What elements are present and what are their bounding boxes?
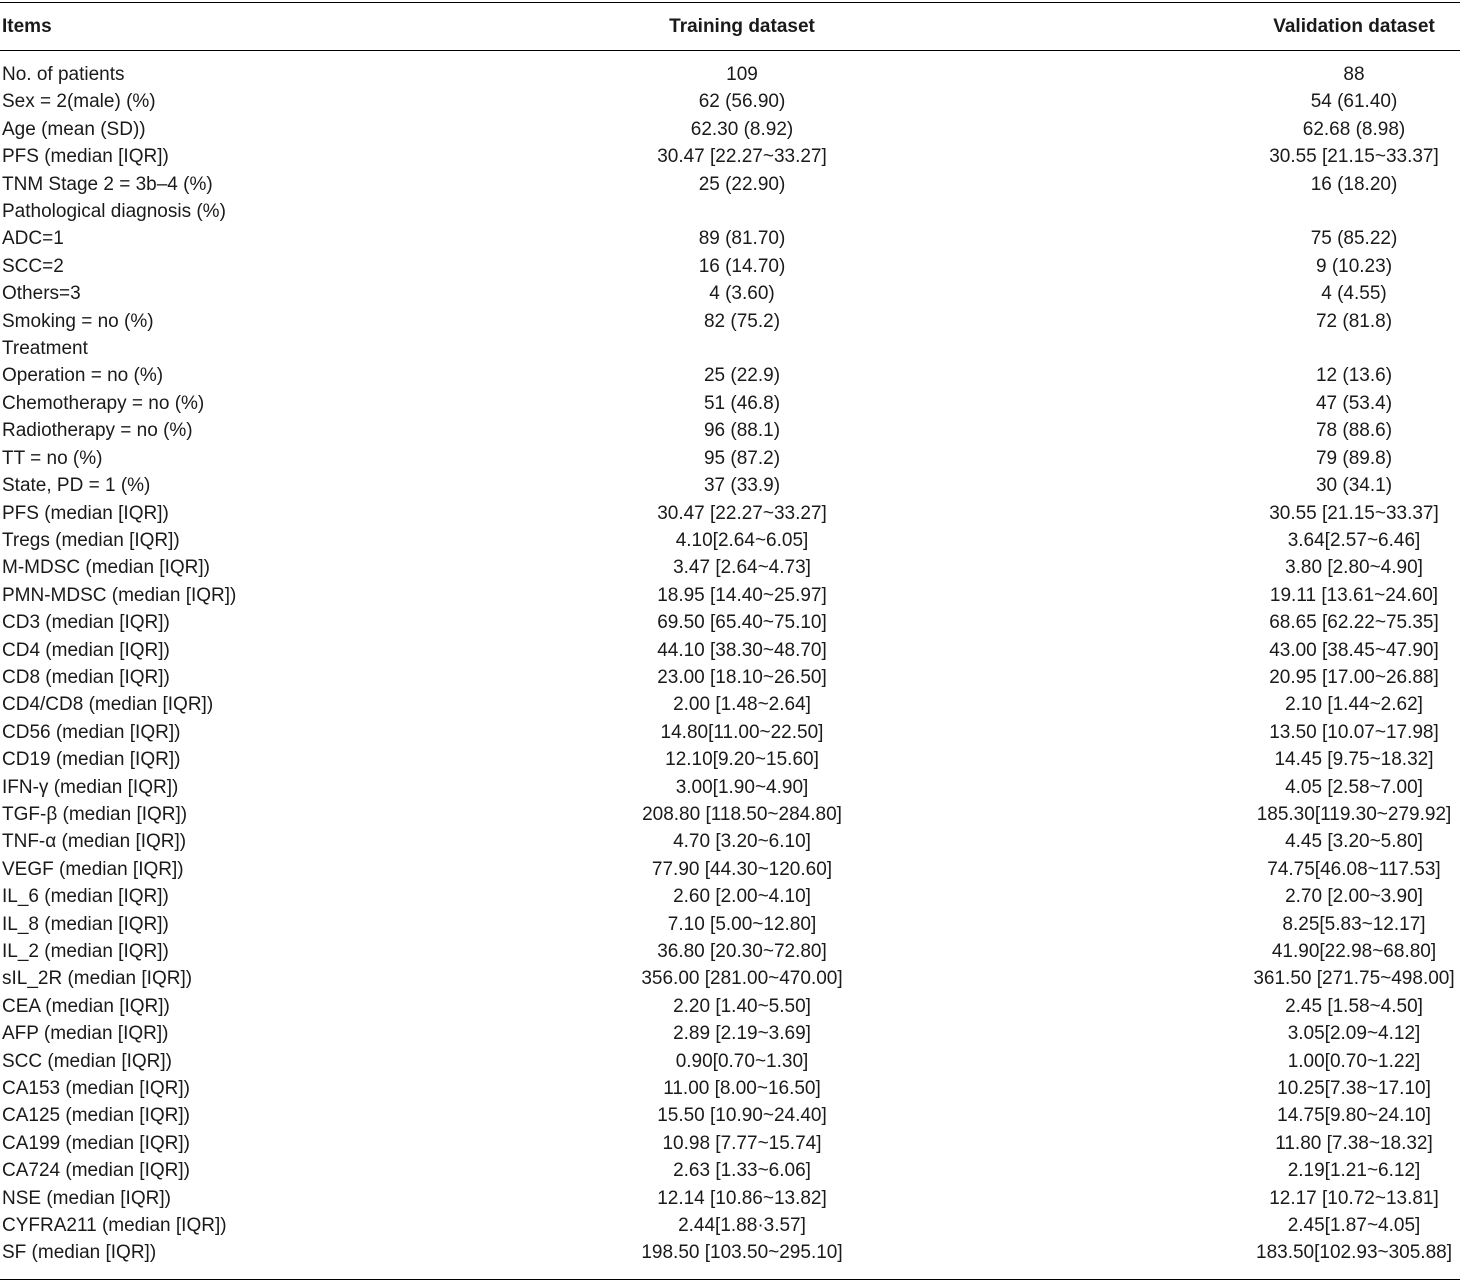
training-value-cell: 25 (22.9) <box>703 365 781 387</box>
table-row <box>0 691 1460 718</box>
row-item-label: Chemotherapy = no (%) <box>2 392 205 414</box>
training-value-cell: 25 (22.90) <box>698 173 786 195</box>
validation-value-cell: 2.45[1.87~4.05] <box>1287 1215 1421 1237</box>
training-value-cell: 3.00[1.90~4.90] <box>675 776 809 798</box>
row-item-label: Smoking = no (%) <box>2 310 154 332</box>
training-value-cell: 198.50 [103.50~295.10] <box>641 1242 843 1264</box>
row-item-label: TT = no (%) <box>2 447 103 469</box>
table-row <box>0 938 1460 965</box>
training-value-cell: 12.10[9.20~15.60] <box>665 749 819 771</box>
row-item-label: AFP (median [IQR]) <box>2 1023 169 1045</box>
validation-value-cell: 4.45 [3.20~5.80] <box>1285 831 1423 853</box>
row-item-label: Others=3 <box>2 283 81 305</box>
header-training-dataset: Training dataset <box>669 16 815 37</box>
table-row <box>0 116 1460 143</box>
row-item-label: IFN-γ (median [IQR]) <box>2 776 179 798</box>
row-item-label: SF (median [IQR]) <box>2 1242 157 1264</box>
training-value-cell: 2.20 [1.40~5.50] <box>673 995 811 1017</box>
row-item-label: IL_2 (median [IQR]) <box>2 941 169 962</box>
header-bottom-rule <box>0 50 1460 51</box>
training-value-cell: 62.30 (8.92) <box>690 118 794 140</box>
row-item-label: CA199 (median [IQR]) <box>2 1132 190 1154</box>
table-top-rule <box>0 2 1460 3</box>
table-row <box>0 828 1460 855</box>
training-value-cell: 96 (88.1) <box>703 420 781 442</box>
validation-value-cell: 12.17 [10.72~13.81] <box>1269 1187 1439 1209</box>
row-item-label: CD3 (median [IQR]) <box>2 612 170 634</box>
table-row <box>0 445 1460 472</box>
validation-value-cell: 62.68 (8.98) <box>1302 118 1406 140</box>
row-item-label: SCC (median [IQR]) <box>2 1050 172 1072</box>
table-row <box>0 664 1460 691</box>
table-row <box>0 253 1460 280</box>
validation-value-cell: 88 <box>1343 64 1365 85</box>
validation-value-cell: 43.00 [38.45~47.90] <box>1269 639 1439 661</box>
row-item-label: NSE (median [IQR]) <box>2 1187 171 1209</box>
validation-value-cell: 361.50 [271.75~498.00] <box>1253 968 1455 990</box>
training-value-cell: 18.95 [14.40~25.97] <box>657 584 827 606</box>
validation-value-cell: 41.90[22.98~68.80] <box>1271 941 1437 962</box>
validation-value-cell: 10.25[7.38~17.10] <box>1277 1078 1431 1100</box>
validation-value-cell: 47 (53.4) <box>1315 392 1393 414</box>
row-item-label: Sex = 2(male) (%) <box>2 91 156 113</box>
row-item-label: CD8 (median [IQR]) <box>2 666 170 688</box>
table-row <box>0 1102 1460 1129</box>
training-value-cell: 30.47 [22.27~33.27] <box>657 502 827 524</box>
validation-value-cell: 2.10 [1.44~2.62] <box>1285 694 1423 716</box>
table-row <box>0 554 1460 581</box>
row-item-label: sIL_2R (median [IQR]) <box>2 968 193 990</box>
table-row <box>0 61 1460 88</box>
table-row <box>0 472 1460 499</box>
validation-value-cell: 8.25[5.83~12.17] <box>1282 913 1426 935</box>
training-value-cell: 37 (33.9) <box>703 475 781 497</box>
training-value-cell: 109 <box>726 64 758 85</box>
table-row <box>0 1048 1460 1075</box>
table-row <box>0 637 1460 664</box>
table-row <box>0 225 1460 252</box>
row-item-label: SCC=2 <box>2 255 64 277</box>
table-row <box>0 280 1460 307</box>
training-value-cell: 4 (3.60) <box>709 283 775 305</box>
table-row <box>0 746 1460 773</box>
training-value-cell: 2.00 [1.48~2.64] <box>673 694 811 716</box>
validation-value-cell: 72 (81.8) <box>1315 310 1393 332</box>
validation-value-cell: 12 (13.6) <box>1315 365 1393 387</box>
validation-value-cell: 16 (18.20) <box>1310 173 1398 195</box>
row-item-label: State, PD = 1 (%) <box>2 475 151 497</box>
table-row <box>0 1212 1460 1239</box>
table-row <box>0 993 1460 1020</box>
training-value-cell: 82 (75.2) <box>703 310 781 332</box>
row-item-label: CA153 (median [IQR]) <box>2 1078 190 1100</box>
validation-value-cell: 2.19[1.21~6.12] <box>1287 1160 1421 1182</box>
row-item-label: M-MDSC (median [IQR]) <box>2 557 210 579</box>
training-value-cell: 11.00 [8.00~16.50] <box>663 1078 821 1100</box>
training-value-cell: 10.98 [7.77~15.74] <box>662 1132 822 1154</box>
validation-value-cell: 3.64[2.57~6.46] <box>1287 529 1421 551</box>
validation-value-cell: 2.70 [2.00~3.90] <box>1285 886 1423 908</box>
row-item-label: TGF-β (median [IQR]) <box>2 803 188 825</box>
row-item-label: Tregs (median [IQR]) <box>2 529 180 551</box>
training-value-cell: 2.44[1.88·3.57] <box>678 1215 806 1237</box>
validation-value-cell: 3.80 [2.80~4.90] <box>1285 557 1423 579</box>
training-value-cell: 12.14 [10.86~13.82] <box>657 1187 827 1209</box>
table-row <box>0 171 1460 198</box>
training-value-cell: 3.47 [2.64~4.73] <box>673 557 811 579</box>
table-body <box>0 61 1460 1267</box>
training-value-cell: 44.10 [38.30~48.70] <box>657 639 827 661</box>
validation-value-cell: 30.55 [21.15~33.37] <box>1269 146 1439 168</box>
row-item-label: Age (mean (SD)) <box>2 118 146 140</box>
row-item-label: CD56 (median [IQR]) <box>2 721 181 743</box>
table-row <box>0 1020 1460 1047</box>
table-row <box>0 1157 1460 1184</box>
validation-value-cell: 19.11 [13.61~24.60] <box>1269 584 1439 606</box>
validation-value-cell: 78 (88.6) <box>1315 420 1393 442</box>
row-item-label: No. of patients <box>2 64 125 85</box>
table-row <box>0 362 1460 389</box>
row-item-label: IL_8 (median [IQR]) <box>2 913 169 935</box>
table-row <box>0 856 1460 883</box>
validation-value-cell: 2.45 [1.58~4.50] <box>1285 995 1423 1017</box>
row-item-label: ADC=1 <box>2 228 64 250</box>
table-row <box>0 911 1460 938</box>
validation-value-cell: 185.30[119.30~279.92] <box>1256 803 1452 825</box>
table-row <box>0 1239 1460 1266</box>
training-value-cell: 62 (56.90) <box>698 91 786 113</box>
validation-value-cell: 4 (4.55) <box>1321 283 1387 305</box>
row-item-label: CEA (median [IQR]) <box>2 995 170 1017</box>
validation-value-cell: 14.45 [9.75~18.32] <box>1274 749 1434 771</box>
table-row <box>0 1185 1460 1212</box>
row-item-label: PFS (median [IQR]) <box>2 502 169 524</box>
validation-value-cell: 13.50 [10.07~17.98] <box>1269 721 1439 743</box>
table-row <box>0 417 1460 444</box>
training-value-cell: 2.60 [2.00~4.10] <box>673 886 811 908</box>
header-validation-dataset: Validation dataset <box>1273 16 1435 37</box>
row-item-label: VEGF (median [IQR]) <box>2 858 184 880</box>
training-value-cell: 69.50 [65.40~75.10] <box>657 612 827 634</box>
training-value-cell: 51 (46.8) <box>703 392 781 414</box>
row-item-label: Operation = no (%) <box>2 365 164 387</box>
table-row <box>0 609 1460 636</box>
training-value-cell: 89 (81.70) <box>698 228 786 250</box>
validation-value-cell: 75 (85.22) <box>1310 228 1398 250</box>
table-row <box>0 719 1460 746</box>
training-value-cell: 7.10 [5.00~12.80] <box>667 913 817 935</box>
table-row <box>0 390 1460 417</box>
validation-value-cell: 9 (10.23) <box>1315 255 1393 277</box>
validation-value-cell: 79 (89.8) <box>1315 447 1393 469</box>
table-row <box>0 198 1460 225</box>
training-value-cell: 16 (14.70) <box>698 255 786 277</box>
table-row <box>0 1130 1460 1157</box>
row-item-label: CD19 (median [IQR]) <box>2 749 181 771</box>
header-items: Items <box>2 16 52 37</box>
validation-value-cell: 11.80 [7.38~18.32] <box>1275 1132 1433 1154</box>
validation-value-cell: 1.00[0.70~1.22] <box>1287 1050 1421 1072</box>
row-item-label: TNF-α (median [IQR]) <box>2 831 187 853</box>
validation-value-cell: 54 (61.40) <box>1310 91 1398 113</box>
training-value-cell: 356.00 [281.00~470.00] <box>641 968 843 990</box>
training-value-cell: 15.50 [10.90~24.40] <box>657 1105 827 1127</box>
table-row <box>0 88 1460 115</box>
training-value-cell: 36.80 [20.30~72.80] <box>657 941 827 962</box>
row-item-label: Pathological diagnosis (%) <box>2 201 226 223</box>
table-row <box>0 582 1460 609</box>
table-row <box>0 527 1460 554</box>
row-item-label: IL_6 (median [IQR]) <box>2 886 169 908</box>
table-row <box>0 774 1460 801</box>
row-item-label: CD4/CD8 (median [IQR]) <box>2 694 214 716</box>
training-value-cell: 77.90 [44.30~120.60] <box>651 858 833 880</box>
row-item-label: Treatment <box>2 338 88 360</box>
training-value-cell: 208.80 [118.50~284.80] <box>642 803 842 825</box>
validation-value-cell: 74.75[46.08~117.53] <box>1267 858 1441 880</box>
validation-value-cell: 3.05[2.09~4.12] <box>1287 1023 1421 1045</box>
training-value-cell: 0.90[0.70~1.30] <box>675 1050 809 1072</box>
training-value-cell: 2.89 [2.19~3.69] <box>673 1023 811 1045</box>
row-item-label: TNM Stage 2 = 3b–4 (%) <box>2 173 213 195</box>
validation-value-cell: 68.65 [62.22~75.35] <box>1269 612 1439 634</box>
training-value-cell: 30.47 [22.27~33.27] <box>657 146 827 168</box>
table-row <box>0 308 1460 335</box>
validation-value-cell: 14.75[9.80~24.10] <box>1277 1105 1431 1127</box>
table-row <box>0 801 1460 828</box>
row-item-label: CA724 (median [IQR]) <box>2 1160 190 1182</box>
table-row <box>0 143 1460 170</box>
validation-value-cell: 30.55 [21.15~33.37] <box>1269 502 1439 524</box>
validation-value-cell: 183.50[102.93~305.88] <box>1256 1242 1452 1264</box>
row-item-label: Radiotherapy = no (%) <box>2 420 193 442</box>
table-row <box>0 335 1460 362</box>
row-item-label: PFS (median [IQR]) <box>2 146 169 168</box>
row-item-label: CD4 (median [IQR]) <box>2 639 170 661</box>
row-item-label: CA125 (median [IQR]) <box>2 1105 190 1127</box>
validation-value-cell: 4.05 [2.58~7.00] <box>1285 776 1423 798</box>
table-row <box>0 883 1460 910</box>
validation-value-cell: 30 (34.1) <box>1315 475 1393 497</box>
training-value-cell: 4.10[2.64~6.05] <box>675 529 809 551</box>
table-bottom-rule <box>0 1279 1460 1280</box>
row-item-label: PMN-MDSC (median [IQR]) <box>2 584 237 606</box>
table-row <box>0 1075 1460 1102</box>
row-item-label: CYFRA211 (median [IQR]) <box>2 1215 227 1237</box>
validation-value-cell: 20.95 [17.00~26.88] <box>1269 666 1439 688</box>
training-value-cell: 95 (87.2) <box>703 447 781 469</box>
table-row <box>0 500 1460 527</box>
training-value-cell: 23.00 [18.10~26.50] <box>657 666 827 688</box>
training-value-cell: 4.70 [3.20~6.10] <box>673 831 811 853</box>
training-value-cell: 2.63 [1.33~6.06] <box>673 1160 811 1182</box>
training-value-cell: 14.80[11.00~22.50] <box>660 721 824 743</box>
table-row <box>0 965 1460 992</box>
